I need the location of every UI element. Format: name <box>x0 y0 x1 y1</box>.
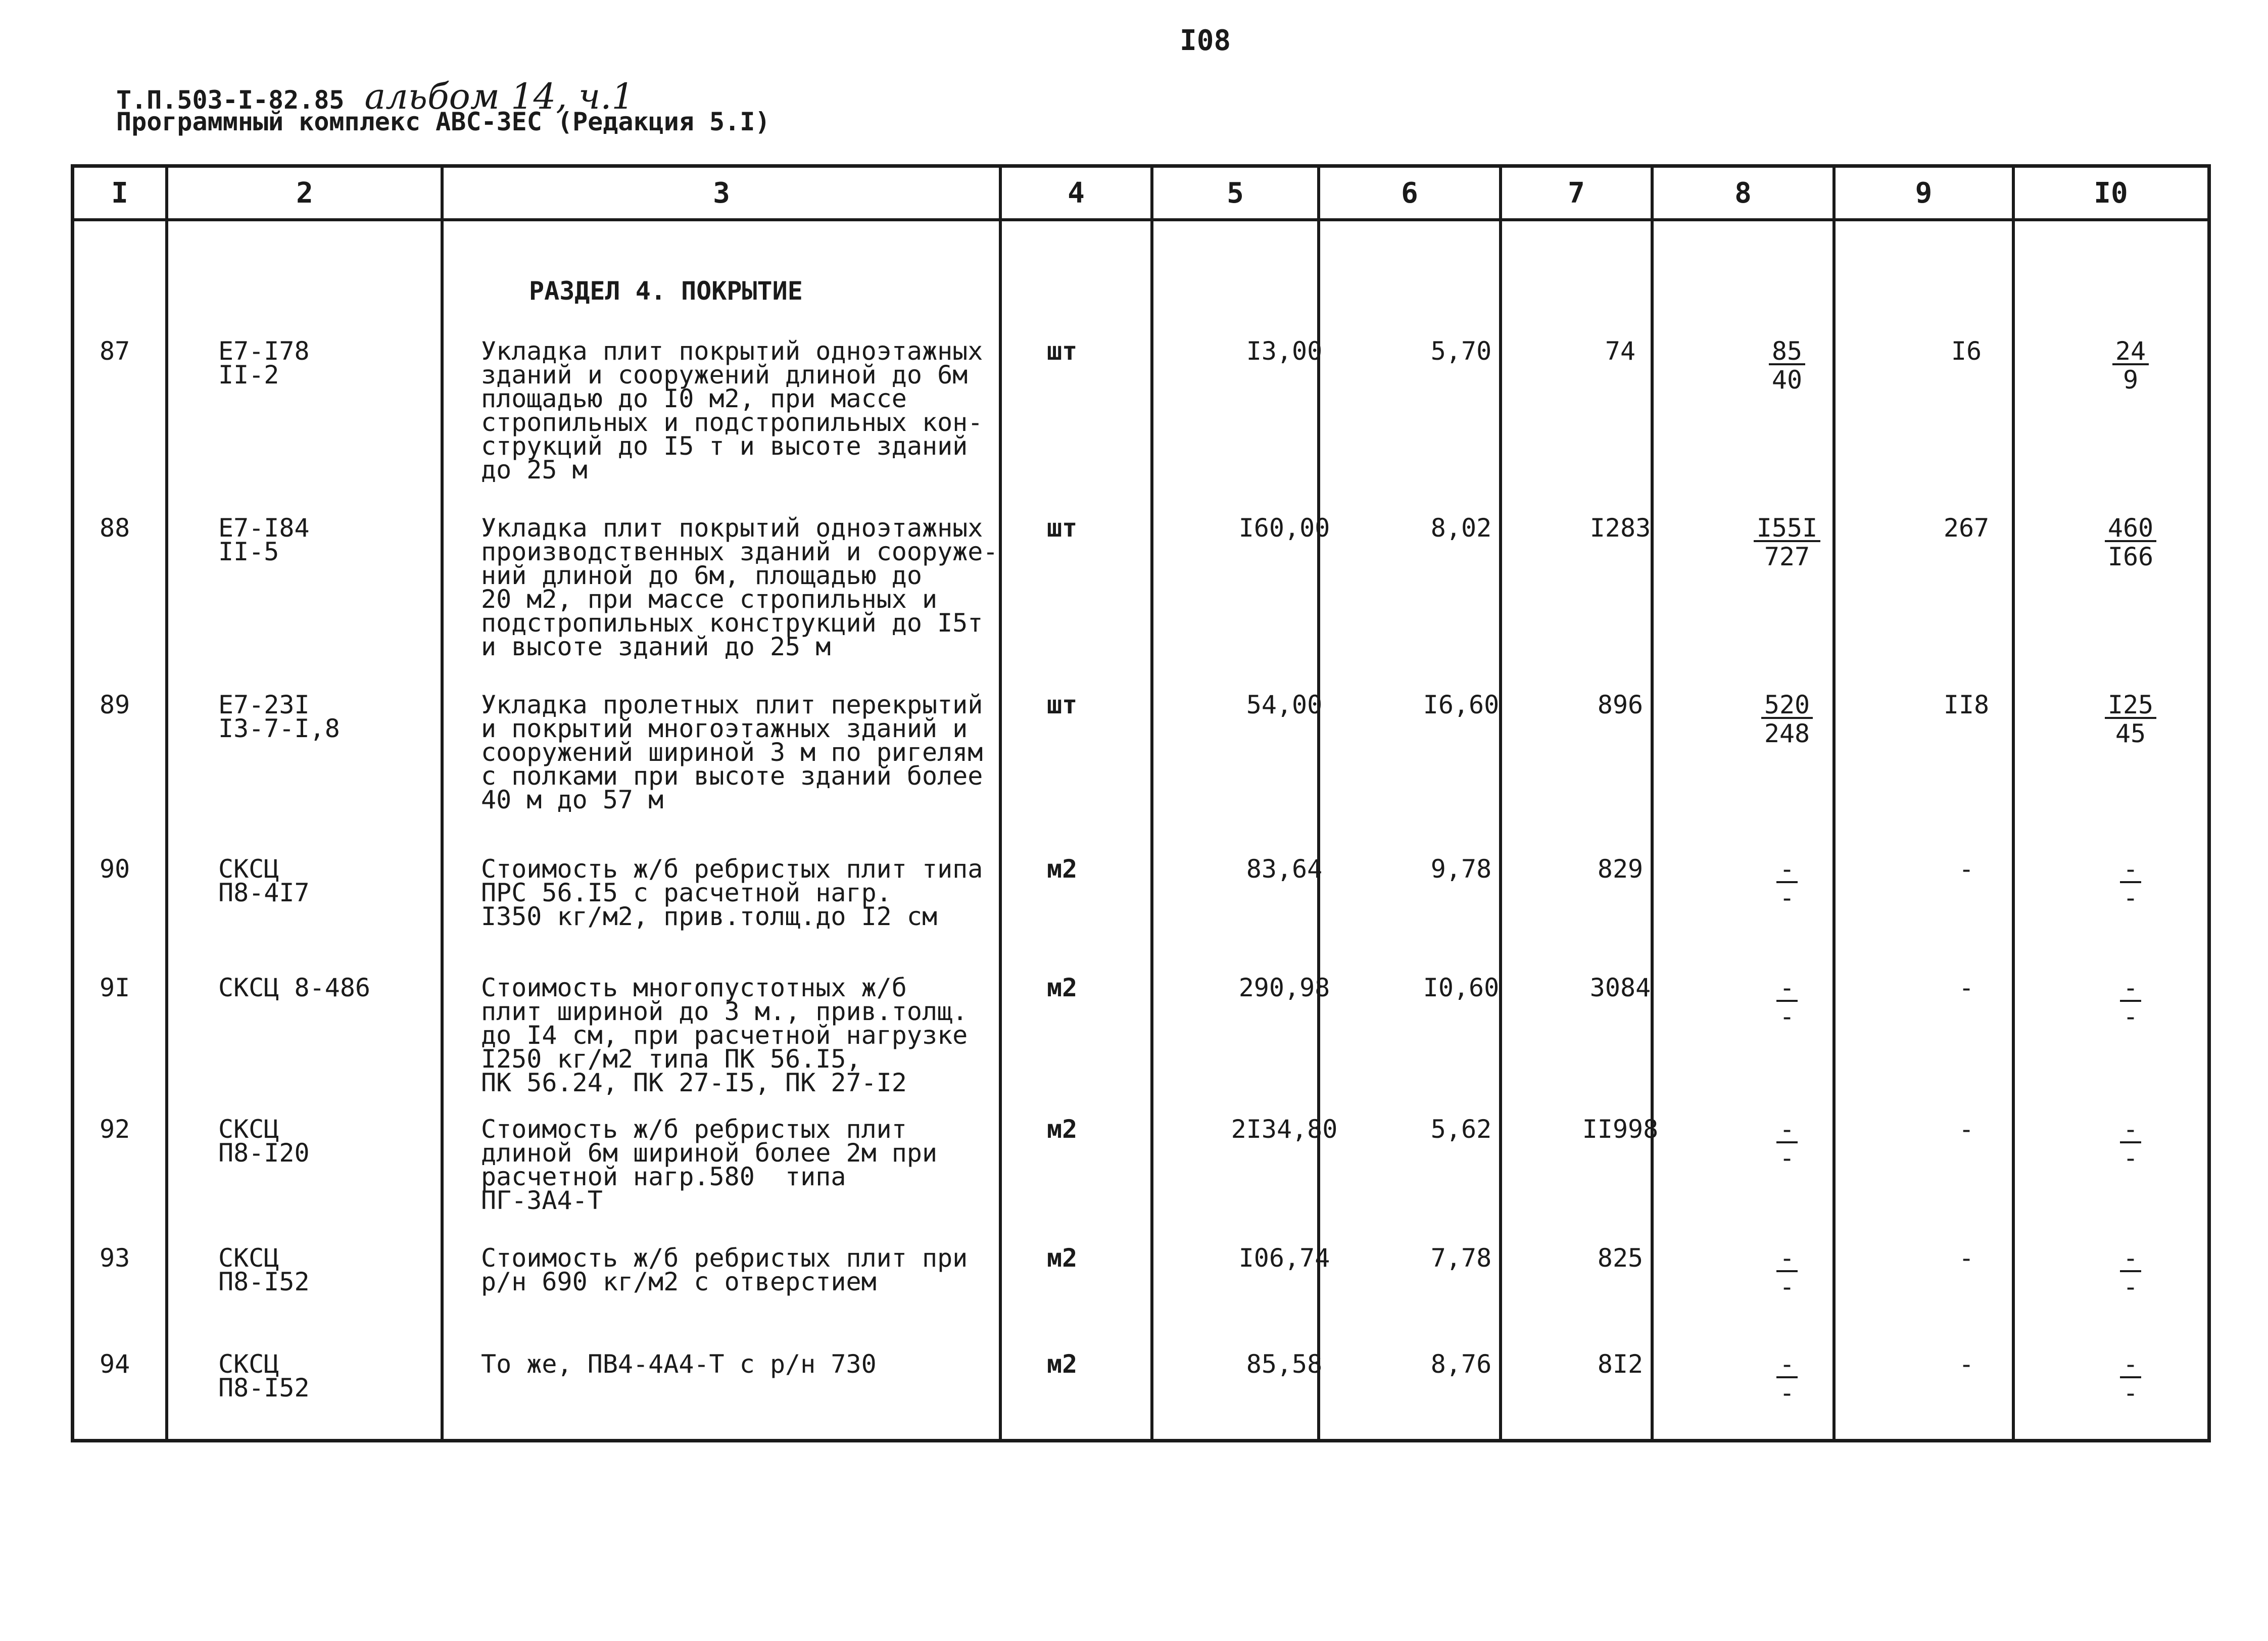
row-col6: 7,78 <box>1430 1243 1492 1273</box>
column-header: 4 <box>1068 177 1085 210</box>
row-col6: I0,60 <box>1423 973 1500 1002</box>
row-col7: 3084 <box>1589 973 1651 1002</box>
section-title: РАЗДЕЛ 4. ПОКРЫТИЕ <box>529 276 803 306</box>
row-col5: I06,74 <box>1238 1243 1330 1273</box>
row-col7: 8I2 <box>1597 1349 1644 1379</box>
row-unit: шт <box>1047 513 1078 543</box>
column-header: 6 <box>1401 177 1418 210</box>
row-description: Укладка плит покрытий одноэтажных зданий и сооружений длиной до 6м площадью до I0 м2, при массе стропильных и подстропильных кон- струкций до I5 т и высоте зданий до 25 м <box>481 336 983 485</box>
row-col8 <box>1691 1349 1883 1408</box>
row-code: СКСЦ 8-486 <box>218 973 371 1002</box>
row-col9: - <box>1958 1349 1974 1379</box>
fraction-numerator: - <box>1776 1246 1798 1272</box>
fraction-denominator: - <box>2122 1002 2139 1031</box>
program-line: Программный комплекс АВС-ЗЕС (Редакция 5.I) <box>116 107 770 136</box>
row-description: Стоимость ж/б ребристых плит длиной 6м шириной более 2м при расчетной нагр.580 типа ПГ-3А4-Т <box>481 1115 938 1215</box>
fraction-numerator: 85 <box>1769 340 1805 365</box>
row-col5: 83,64 <box>1246 854 1323 884</box>
row-col6: 9,78 <box>1430 854 1492 884</box>
row-description: Укладка пролетных плит перекрытий и покрытий многоэтажных зданий и сооружений шириной 3 м по ригелям с полками при высоте зданий более 40 м до 57 м <box>481 690 983 814</box>
row-code: СКСЦ П8-I20 <box>218 1115 310 1168</box>
column-header: 9 <box>1915 177 1933 210</box>
row-col9: - <box>1958 1243 1974 1273</box>
fraction-denominator: - <box>1779 883 1795 912</box>
header-divider <box>74 218 2207 221</box>
fraction-denominator: - <box>1779 1272 1795 1301</box>
row-col6: I6,60 <box>1423 690 1500 719</box>
row-unit: м2 <box>1047 854 1078 884</box>
row-number: 9I <box>100 973 130 1002</box>
row-col7: 74 <box>1605 336 1636 366</box>
row-code: СКСЦ П8-4I7 <box>218 854 310 907</box>
column-header: 2 <box>296 177 313 210</box>
row-col9: II8 <box>1943 690 1990 719</box>
row-number: 92 <box>100 1115 130 1144</box>
row-col10 <box>2050 1115 2211 1173</box>
estimate-table <box>71 164 2211 1442</box>
row-description: То же, ПВ4-4А4-Т с р/н 730 <box>481 1349 877 1379</box>
row-col5: I60,00 <box>1238 513 1330 543</box>
fraction-numerator: 520 <box>1761 693 1813 719</box>
row-col10 <box>2050 1349 2211 1408</box>
column-divider <box>999 168 1002 1439</box>
row-unit: м2 <box>1047 1115 1078 1144</box>
row-col10 <box>2050 973 2211 1031</box>
row-col10 <box>2050 854 2211 912</box>
column-divider <box>165 168 168 1439</box>
column-header: I0 <box>2094 177 2128 210</box>
row-col8 <box>1691 1115 1883 1173</box>
fraction-numerator: - <box>2120 857 2141 883</box>
fraction-numerator: I55I <box>1754 516 1820 542</box>
row-col9: I6 <box>1951 336 1982 366</box>
fraction-numerator: 460 <box>2105 516 2156 542</box>
row-col10 <box>2050 690 2211 748</box>
row-col8 <box>1691 513 1883 571</box>
row-description: Стоимость ж/б ребристых плит при р/н 690 кг/м2 с отверстием <box>481 1243 968 1296</box>
row-col7: 829 <box>1597 854 1644 884</box>
row-description: Укладка плит покрытий одноэтажных производственных зданий и сооруже- ний длиной до 6м, площадью до 20 м2, при массе стропильных и подстропильных конструкций до I5т и высоте зданий до 25 м <box>481 513 998 661</box>
fraction-denominator: - <box>1779 1002 1795 1031</box>
fraction-denominator: - <box>2122 1272 2139 1301</box>
row-col6: 5,70 <box>1430 336 1492 366</box>
row-col8 <box>1691 973 1883 1031</box>
fraction-numerator: - <box>2120 1118 2141 1143</box>
row-number: 89 <box>100 690 130 719</box>
fraction-denominator: 727 <box>1764 542 1810 571</box>
page-number: I08 <box>1180 24 1231 57</box>
row-number: 87 <box>100 336 130 366</box>
fraction-denominator: - <box>2122 1378 2139 1408</box>
row-code: СКСЦ П8-I52 <box>218 1243 310 1296</box>
row-col5: 54,00 <box>1246 690 1323 719</box>
row-col6: 8,02 <box>1430 513 1492 543</box>
row-col5: 85,58 <box>1246 1349 1323 1379</box>
row-col9: - <box>1958 973 1974 1002</box>
column-header: 8 <box>1734 177 1752 210</box>
column-header: 3 <box>713 177 730 210</box>
fraction-numerator: - <box>1776 857 1798 883</box>
row-description: Стоимость ж/б ребристых плит типа ПРС 56.I5 с расчетной нагр. I350 кг/м2, прив.толщ.до I2 см <box>481 854 983 931</box>
fraction-numerator: - <box>2120 976 2141 1002</box>
row-col6: 5,62 <box>1430 1115 1492 1144</box>
row-col7: 825 <box>1597 1243 1644 1273</box>
row-code: Е7-I84 II-5 <box>218 513 310 566</box>
column-header: 5 <box>1227 177 1244 210</box>
row-col8 <box>1691 336 1883 395</box>
row-col5: 2I34,80 <box>1231 1115 1338 1144</box>
fraction-denominator: 9 <box>2122 365 2139 395</box>
column-divider <box>441 168 444 1439</box>
row-unit: шт <box>1047 690 1078 719</box>
row-number: 88 <box>100 513 130 543</box>
row-col9: - <box>1958 854 1974 884</box>
album-annotation: альбом 14, ч.1 <box>364 76 635 117</box>
column-header: 7 <box>1568 177 1585 210</box>
fraction-denominator: 45 <box>2115 719 2146 748</box>
fraction-denominator: - <box>1779 1143 1795 1173</box>
fraction-numerator: 24 <box>2112 340 2149 365</box>
row-description: Стоимость многопустотных ж/б плит шириной до 3 м., прив.толщ. до I4 см, при расчетной нагрузке I250 кг/м2 типа ПК 56.I5, ПК 56.24, ПК 27-I5, ПК 27-I2 <box>481 973 968 1097</box>
row-col7: II998 <box>1582 1115 1659 1144</box>
fraction-numerator: I25 <box>2105 693 2156 719</box>
fraction-numerator: - <box>2120 1246 2141 1272</box>
row-number: 90 <box>100 854 130 884</box>
fraction-numerator: - <box>1776 976 1798 1002</box>
row-col10 <box>2050 1243 2211 1301</box>
fraction-denominator: - <box>1779 1378 1795 1408</box>
doc-code-text: Т.П.503-I-82.85 <box>116 85 345 115</box>
row-unit: м2 <box>1047 1349 1078 1379</box>
row-unit: м2 <box>1047 1243 1078 1273</box>
row-col8 <box>1691 854 1883 912</box>
row-code: Е7-23I I3-7-I,8 <box>218 690 340 743</box>
fraction-numerator: - <box>1776 1353 1798 1378</box>
row-unit: м2 <box>1047 973 1078 1002</box>
row-unit: шт <box>1047 336 1078 366</box>
row-number: 93 <box>100 1243 130 1273</box>
row-col7: I283 <box>1589 513 1651 543</box>
fraction-denominator: I66 <box>2107 542 2154 571</box>
row-col10 <box>2050 336 2211 395</box>
row-col9: - <box>1958 1115 1974 1144</box>
column-header: I <box>111 177 128 210</box>
row-col8 <box>1691 690 1883 748</box>
row-col5: 290,98 <box>1238 973 1330 1002</box>
row-code: Е7-I78 II-2 <box>218 336 310 390</box>
row-code: СКСЦ П8-I52 <box>218 1349 310 1403</box>
row-number: 94 <box>100 1349 130 1379</box>
fraction-denominator: 40 <box>1771 365 1803 395</box>
column-divider <box>1150 168 1153 1439</box>
row-col9: 267 <box>1943 513 1990 543</box>
fraction-denominator: - <box>2122 1143 2139 1173</box>
fraction-denominator: - <box>2122 883 2139 912</box>
row-col7: 896 <box>1597 690 1644 719</box>
row-col5: I3,00 <box>1246 336 1323 366</box>
fraction-numerator: - <box>2120 1353 2141 1378</box>
fraction-numerator: - <box>1776 1118 1798 1143</box>
row-col10 <box>2050 513 2211 571</box>
fraction-denominator: 248 <box>1764 719 1810 748</box>
row-col6: 8,76 <box>1430 1349 1492 1379</box>
row-col8 <box>1691 1243 1883 1301</box>
